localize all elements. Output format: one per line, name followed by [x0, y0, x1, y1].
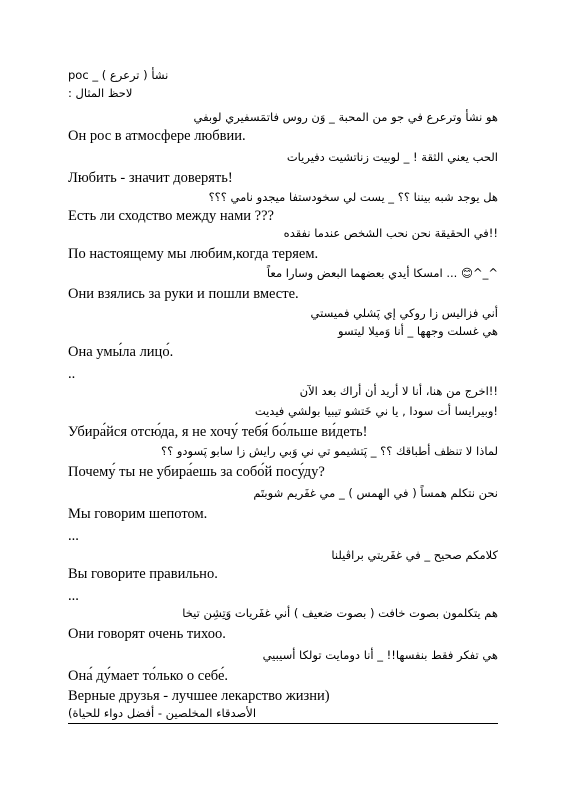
arabic-line: : لاحظ المثال [68, 86, 133, 100]
separator-dots: .. [68, 366, 76, 382]
russian-line: Есть ли сходство между нами ??? [68, 208, 274, 224]
russian-line: Они говорят очень тихоо. [68, 626, 226, 642]
russian-line: Она́ ду́мает то́лько о себе́. [68, 668, 229, 684]
arabic-line: !!في الحقيقة نحن نحب الشخص عندما نفقده [283, 226, 498, 240]
arabic-line: هو نشأ وترعرع في جو من المحبة _ وَن روس فاتمَسفيري لوبفي [193, 110, 498, 124]
russian-line: Мы говорим шепотом. [68, 506, 208, 522]
arabic-line: هل يوجد شبه بيننا ؟؟ _ يست لي سخودستفا ميجدو نامي ؟؟؟ [208, 190, 498, 204]
arabic-line: (الأصدقاء المخلصين - أفضل دواء للحياة [68, 706, 257, 720]
arabic-line: الحب يعني الثقة ! _ لوبيت زناتشيت دفيريات [286, 150, 498, 164]
arabic-line: ^_^😊 ... امسكا أيدي بعضهما البعض وسارا معاً [266, 266, 498, 280]
separator-dots: ... [68, 588, 79, 604]
russian-line: Они взялись за руки и пошли вместе. [68, 286, 299, 302]
russian-line: Любить - значит доверять! [68, 170, 233, 186]
arabic-line: لماذا لا تنظف أطباقك ؟؟ _ پَتشيمو تي ني وَبي رايش زا سابو پَسودو ؟؟ [160, 444, 498, 458]
bottom-divider [68, 723, 498, 724]
arabic-line: أني فزاليس زا روكي إي پَشلي فميستي [310, 306, 498, 320]
russian-line: Вы говорите правильно. [68, 566, 218, 582]
arabic-line: !!اخرج من هنا، أنا لا أريد أن أراك بعد الآن [299, 384, 498, 398]
russian-line: Она умы́ла лицо́. [68, 344, 174, 360]
russian-line: Почему́ ты не убира́ешь за собо́й посу́ду? [68, 464, 325, 480]
arabic-line: هي غسلت وجهها _ أنا وَميلا ليتسو [337, 324, 498, 338]
russian-line: Он рос в атмосфере любвии. [68, 128, 246, 144]
arabic-line: هم يتكلمون بصوت خافت ( بصوت ضعيف ) أني غفَريات وَتِشِن تيخا [182, 606, 498, 620]
russian-line: Убира́йся отсю́да, я не хочу́ тебя́ бо́льше ви́деть! [68, 424, 368, 440]
arabic-line: كلامكم صحيح _ في غفَريتي براڤيلنا [331, 548, 498, 562]
russian-line: По настоящему мы любим,когда теряем. [68, 246, 319, 262]
arabic-line: !وبيرايسا أت سودا , يا ني خَتشو تيبيا بولشي فيديت [254, 404, 498, 418]
separator-dots: ... [68, 528, 79, 544]
russian-line: Верные друзья - лучшее лекарство жизни) [68, 688, 330, 704]
arabic-line: نحن نتكلم همساً ( في الهمس ) _ مي غفَريم شوبتَم [253, 486, 498, 500]
arabic-line: роc _ ( ترعرع ) نشأ [68, 68, 169, 82]
arabic-line: هي تفكر فقط بنفسها!! _ أنا دومايت تولكا أسيبيي [262, 648, 498, 662]
